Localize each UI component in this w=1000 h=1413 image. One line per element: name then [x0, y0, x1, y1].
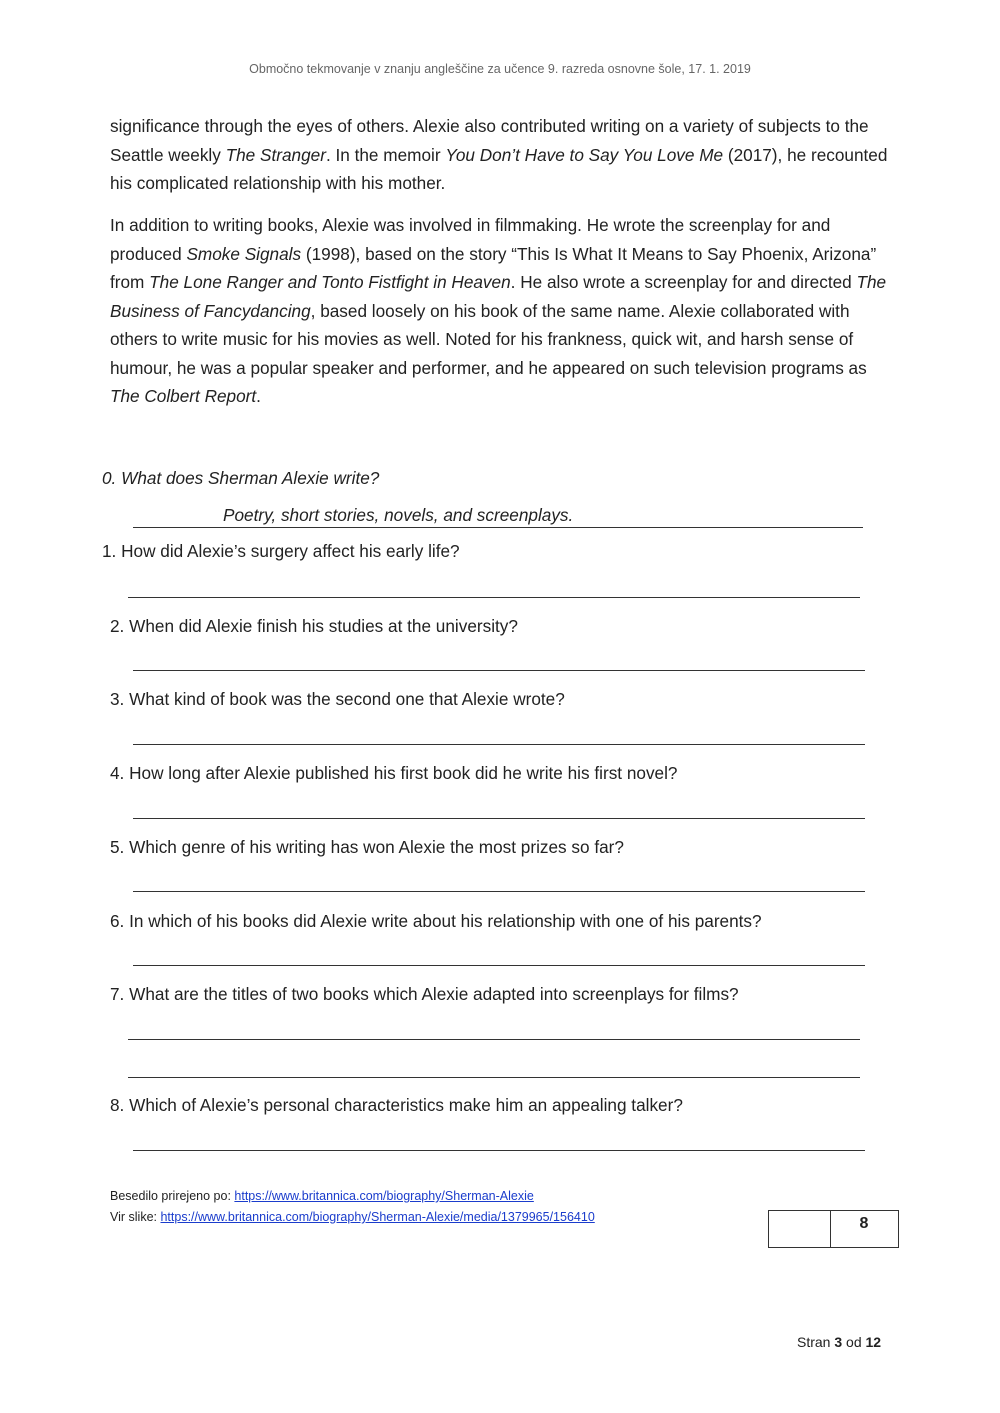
score-input-cell[interactable] [769, 1211, 831, 1247]
p1-text-1: significance through the eyes of others. Alexie also contributed writing on a variety of subjects to the Seattle weekly [110, 116, 869, 165]
question-3: 3. What kind of book was the second one that Alexie wrote? [110, 689, 565, 709]
question-8: 8. Which of Alexie’s personal characteristics make him an appealing talker? [110, 1095, 683, 1115]
p2-text-5: . [256, 386, 261, 406]
p2-title-colbert-report: The Colbert Report [110, 386, 257, 406]
page-number-prefix: Stran [797, 1334, 835, 1350]
paragraph-1 [110, 112, 895, 198]
answer-line-2[interactable] [133, 670, 865, 671]
p1-title-the-stranger: The Stranger [225, 144, 326, 165]
p2-title-smoke-signals: Smoke Signals [186, 243, 302, 264]
p1-text-2: . In the memoir [325, 144, 446, 165]
answer-line-7a[interactable] [128, 1039, 860, 1040]
text-source-label: Besedilo prirejeno po: [110, 1189, 235, 1203]
max-score: 8 [859, 1215, 869, 1232]
text-source [110, 1189, 534, 1203]
page-number [797, 1334, 881, 1350]
image-source-link[interactable]: https://www.britannica.com/biography/Sherman-Alexie/media/1379965/156410 [160, 1210, 595, 1224]
answer-line-3[interactable] [133, 744, 865, 745]
question-2: 2. When did Alexie finish his studies at the university? [110, 616, 518, 636]
question-5: 5. Which genre of his writing has won Alexie the most prizes so far? [110, 837, 624, 857]
current-page: 3 [834, 1334, 843, 1350]
p2-text-3: . He also wrote a screenplay for and directed [510, 272, 857, 292]
answer-line-4[interactable] [133, 818, 865, 819]
answer-line-1[interactable] [128, 597, 860, 598]
image-source-label: Vir slike: [110, 1210, 161, 1224]
question-6: 6. In which of his books did Alexie write about his relationship with one of his parents? [110, 911, 762, 931]
answer-line-8[interactable] [133, 1150, 865, 1151]
text-source-link[interactable]: https://www.britannica.com/biography/Sherman-Alexie [234, 1189, 534, 1203]
answer-line-6[interactable] [133, 965, 865, 966]
answer-line-7b[interactable] [128, 1077, 860, 1078]
p2-text-4: , based loosely on his book of the same name. Alexie collaborated with others to write music for his movies as well. Noted for his frankness, quick wit, and harsh sense of humour, he was a popular speaker and performer, and he appeared on such television programs as [110, 300, 867, 378]
question-4: 4. How long after Alexie published his first book did he write his first novel? [110, 763, 678, 783]
p1-text-3: (2017), he recounted his complicated relationship with his mother. [110, 144, 888, 193]
example-answer-line [133, 505, 863, 528]
image-source [110, 1210, 595, 1224]
p2-text-2: (1998), based on the story “This Is What It Means to Say Phoenix, Arizona” from [110, 243, 877, 292]
p2-title-lone-ranger: The Lone Ranger and Tonto Fistfight in Heaven [149, 272, 511, 292]
page-number-middle: od [842, 1334, 866, 1350]
answer-line-5[interactable] [133, 891, 865, 892]
example-answer: Poetry, short stories, novels, and screenplays. [223, 505, 574, 525]
example-question: 0. What does Sherman Alexie write? [102, 468, 380, 488]
p1-title-memoir: You Don’t Have to Say You Love Me [445, 144, 724, 165]
question-7: 7. What are the titles of two books which Alexie adapted into screenplays for films? [110, 984, 739, 1004]
p2-text-1: In addition to writing books, Alexie was involved in filmmaking. He wrote the screenplay for and produced [110, 215, 831, 264]
score-box [768, 1210, 899, 1248]
question-1: 1. How did Alexie’s surgery affect his early life? [102, 541, 460, 561]
page-header: Območno tekmovanje v znanju angleščine za učence 9. razreda osnovne šole, 17. 1. 2019 [249, 62, 751, 76]
paragraph-2 [110, 211, 895, 411]
p2-title-fancydancing: The Business of Fancydancing [110, 272, 887, 321]
total-pages: 12 [865, 1334, 882, 1350]
